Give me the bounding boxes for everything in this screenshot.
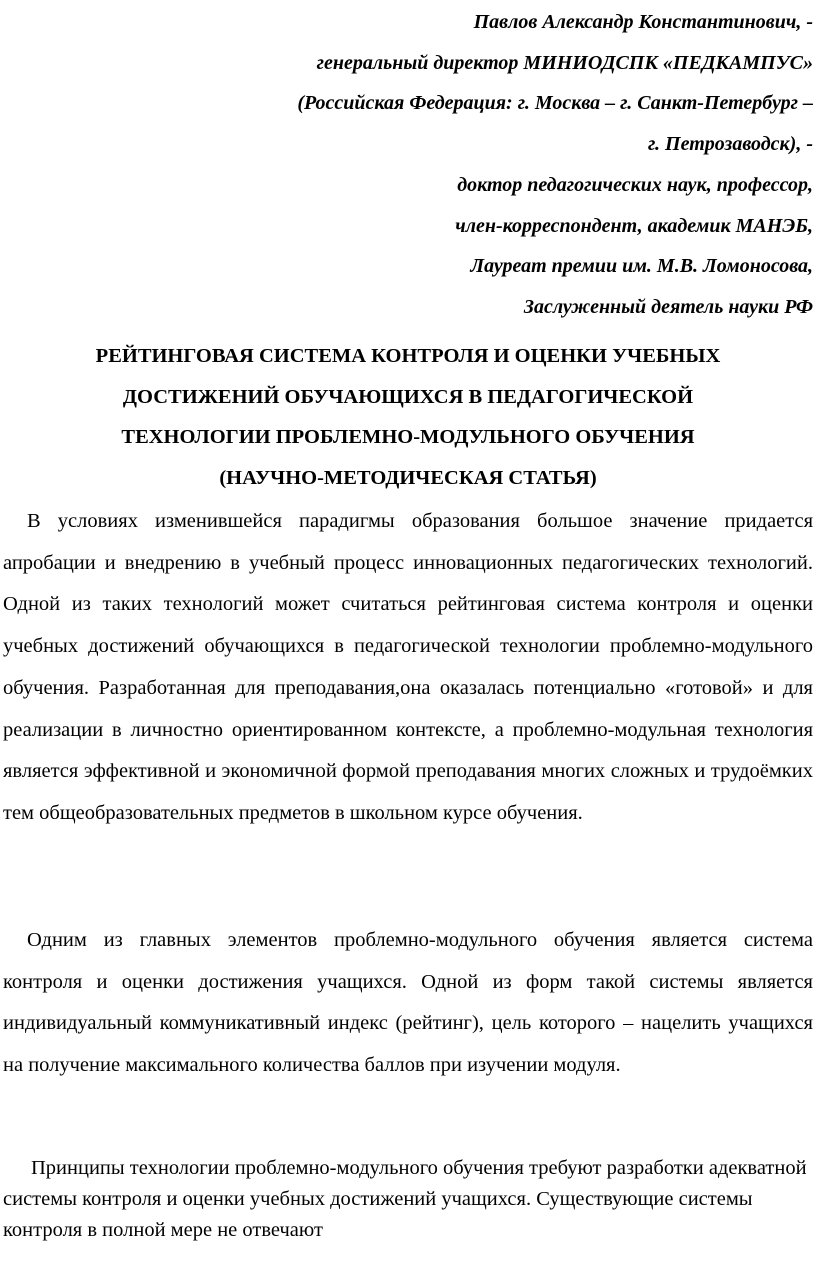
author-award: Лауреат премии им. М.В. Ломоносова, [470,255,813,278]
author-location-cont: г. Петрозаводск), - [647,133,813,156]
author-membership: член-корреспондент, академик МАНЭБ, [455,214,813,237]
article-subtitle: (НАУЧНО-МЕТОДИЧЕСКАЯ СТАТЬЯ) [219,466,597,489]
title-line: ТЕХНОЛОГИИ ПРОБЛЕМНО-МОДУЛЬНОГО ОБУЧЕНИЯ [121,426,695,448]
author-name: Павлов Александр Константинович, - [473,11,813,33]
body-paragraph: Принципы технологии проблемно-модульного обучения требуют разработки адекватной системы контроля и оценки учебных достижений учащихся. Существующие системы контроля в полной мере не отвечают [3,1157,807,1241]
author-info [0,2,813,328]
body-paragraph: Одним из главных элементов проблемно-модульного обучения является система контроля и оценки достижения учащихся. Одной из форм такой системы является индивидуальный коммуникативный индекс (рейтинг), цель которого – нацелить учащихся на получение максимального количества баллов при изучении модуля. [3,929,813,1077]
author-honor: Заслуженный деятель науки РФ [523,295,813,318]
article-title [0,336,816,498]
title-line: ДОСТИЖЕНИЙ ОБУЧАЮЩИХСЯ В ПЕДАГОГИЧЕСКОЙ [122,385,694,408]
author-degree: доктор педагогических наук, профессор, [457,173,813,196]
title-line: РЕЙТИНГОВАЯ СИСТЕМА КОНТРОЛЯ И ОЦЕНКИ УЧЕБНЫХ [95,345,721,367]
author-location: (Российская Федерация: г. Москва – г. Санкт-Петербург – [297,92,813,115]
body-paragraph: В условиях изменившейся парадигмы образования большое значение придается апробации и внедрению в учебный процесс инновационных педагогических технологий. Одной из таких технологий может считаться рейтинговая система контроля и оценки учебных достижений обучающихся в педагогической технологии проблемно-модульного обучения. Разработанная для преподавания,она оказалась потенциально «готовой» и для реализации в личностно ориентированном контексте, а проблемно-модульная технология является эффективной и экономичной формой преподавания многих сложных и трудоёмких тем общеобразовательных предметов в школьном курсе обучения. [3,510,813,824]
author-position: генеральный директор МИНИОДСПК «ПЕДКАМПУС» [316,51,813,74]
